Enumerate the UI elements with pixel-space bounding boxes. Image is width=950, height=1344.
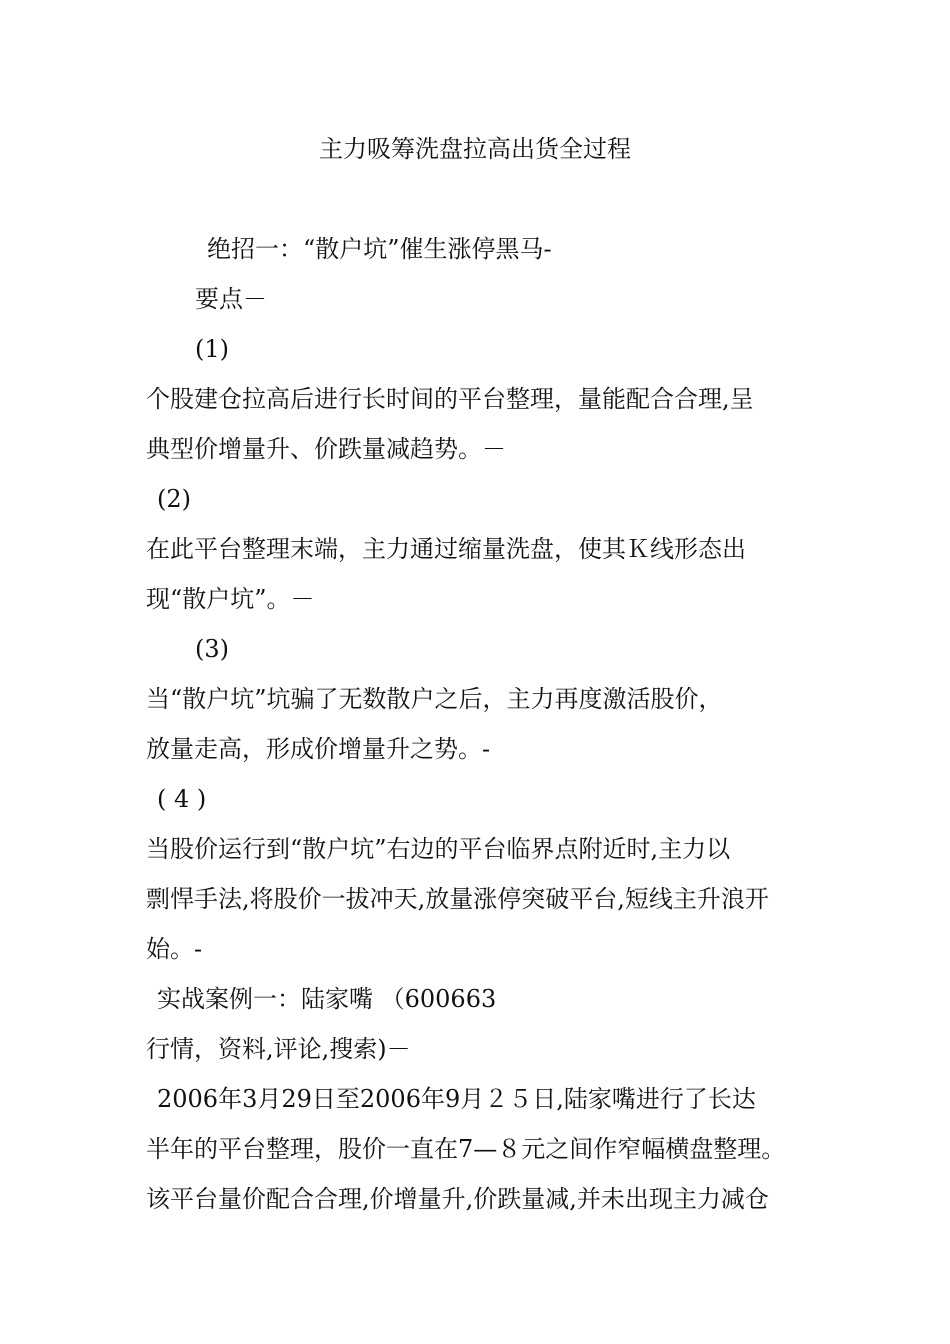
- paragraph-line: 剽悍手法,将股价一拔冲天,放量涨停突破平台,短线主升浪开: [146, 885, 769, 913]
- paragraph-line: 当“散户坑”坑骗了无数散户之后，主力再度激活股价，: [146, 685, 723, 713]
- key-points-label: 要点－: [195, 285, 267, 313]
- paragraph-line: 个股建仓拉高后进行长时间的平台整理，量能配合合理,呈: [146, 385, 754, 413]
- paragraph-line: 始。-: [146, 935, 203, 963]
- paragraph-line: 在此平台整理末端，主力通过缩量洗盘，使其Ｋ线形态出: [146, 535, 746, 563]
- paragraph-line: 半年的平台整理，股价一直在7—８元之间作窄幅横盘整理。: [146, 1135, 786, 1163]
- paragraph-line: 放量走高，形成价增量升之势。-: [146, 735, 491, 763]
- paragraph-line: 行情，资料,评论,搜索)－: [146, 1035, 411, 1063]
- paragraph-line: 典型价增量升、价跌量减趋势。－: [146, 435, 506, 463]
- point-number-4: ( 4 ): [157, 785, 207, 813]
- heading-trick-one: 绝招一：“散户坑”催生涨停黑马-: [207, 235, 552, 263]
- paragraph-line: 该平台量价配合合理,价增量升,价跌量减,并未出现主力减仓: [146, 1185, 769, 1213]
- point-number-1: (1): [195, 335, 229, 363]
- case-heading: 实战案例一：陆家嘴 （600663: [157, 985, 497, 1013]
- paragraph-line: 现“散户坑”。－: [146, 585, 315, 613]
- document-title: 主力吸筹洗盘拉高出货全过程: [319, 135, 631, 163]
- point-number-2: (2): [157, 485, 191, 513]
- paragraph-line: 当股价运行到“散户坑”右边的平台临界点附近时,主力以: [146, 835, 731, 863]
- point-number-3: (3): [195, 635, 229, 663]
- paragraph-line: 2006年3月29日至2006年9月２５日,陆家嘴进行了长达: [157, 1085, 756, 1113]
